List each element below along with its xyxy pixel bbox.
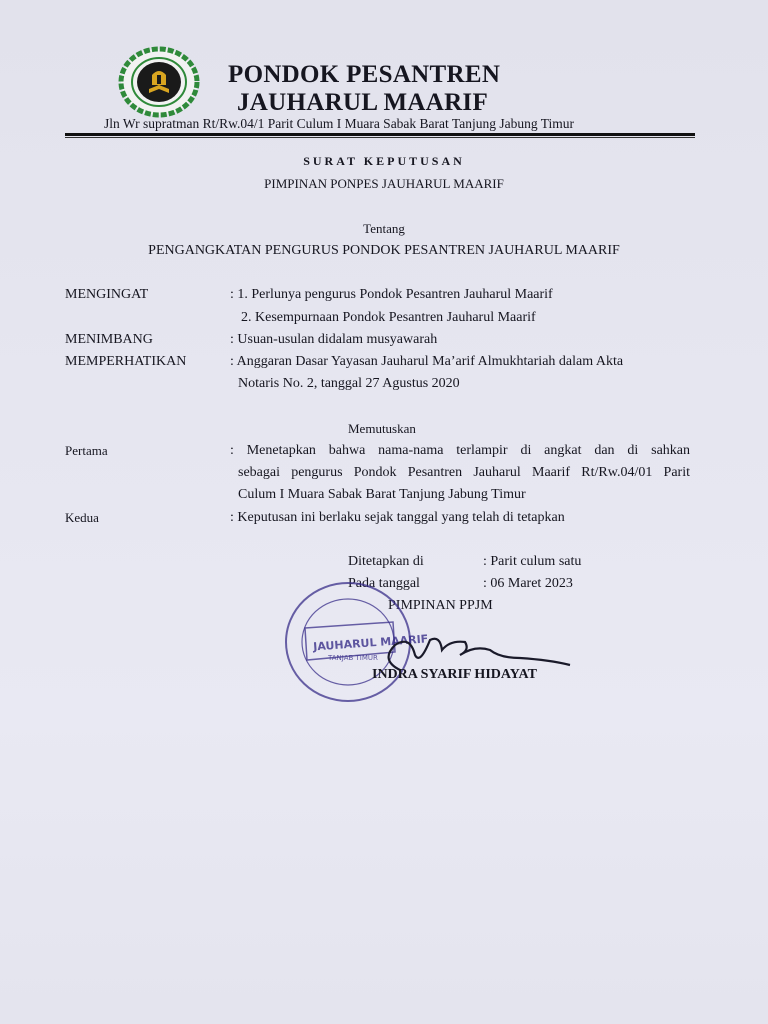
memperhatikan-line: Notaris No. 2, tanggal 27 Agustus 2020 <box>238 376 460 391</box>
date-value: : 06 Maret 2023 <box>483 576 573 591</box>
svg-text:TANJAB TIMUR: TANJAB TIMUR <box>328 654 378 662</box>
place-value: : Parit culum satu <box>483 554 582 569</box>
pertama-line: : Menetapkan bahwa nama-nama terlampir di angkat dan di sahkan <box>230 443 690 458</box>
label-mengingat: MENGINGAT <box>65 287 149 302</box>
pertama-line: sebagai pengurus Pondok Pesantren Jauharul Maarif Rt/Rw.04/01 Parit <box>238 465 690 480</box>
letterhead-title-line2: JAUHARUL MAARIF <box>237 89 489 116</box>
doc-issuer: PIMPINAN PONPES JAUHARUL MAARIF <box>264 176 504 191</box>
place-label: Ditetapkan di <box>348 554 424 569</box>
svg-text:JAUHARUL MAARIF: JAUHARUL MAARIF <box>312 632 429 654</box>
label-kedua: Kedua <box>65 510 99 525</box>
menimbang-line: : Usuan-usulan didalam musyawarah <box>230 332 438 347</box>
pertama-line: Culum I Muara Sabak Barat Tanjung Jabung Timur <box>238 487 526 502</box>
doc-subject: PENGANGKATAN PENGURUS PONDOK PESANTREN JAUHARUL MAARIF <box>148 243 620 258</box>
label-pertama: Pertama <box>65 443 108 458</box>
label-memperhatikan: MEMPERHATIKAN <box>65 354 187 369</box>
memperhatikan-line: : Anggaran Dasar Yayasan Jauharul Ma’arif Almukhtariah dalam Akta <box>230 354 624 369</box>
about-label: Tentang <box>363 221 405 236</box>
decision-heading: Memutuskan <box>348 421 416 436</box>
doc-type: SURAT KEPUTUSAN <box>303 154 465 168</box>
signer-position: PIMPINAN PPJM <box>388 598 493 613</box>
mengingat-line: 2. Kesempurnaan Pondok Pesantren Jauharul Maarif <box>241 310 536 325</box>
letterhead-title-line1: PONDOK PESANTREN <box>228 61 501 88</box>
mengingat-line: : 1. Perlunya pengurus Pondok Pesantren Jauharul Maarif <box>230 287 553 302</box>
letterhead-divider-thin <box>65 137 695 138</box>
date-label: Pada tanggal <box>348 576 420 591</box>
signer-name: INDRA SYARIF HIDAYAT <box>372 667 537 682</box>
letterhead-divider <box>65 133 695 136</box>
kedua-line: : Keputusan ini berlaku sejak tanggal yang telah di tetapkan <box>230 510 565 525</box>
letterhead-address: Jln Wr supratman Rt/Rw.04/1 Parit Culum I Muara Sabak Barat Tanjung Jabung Timur <box>104 116 574 131</box>
school-logo-icon <box>118 47 200 117</box>
label-menimbang: MENIMBANG <box>65 332 153 347</box>
